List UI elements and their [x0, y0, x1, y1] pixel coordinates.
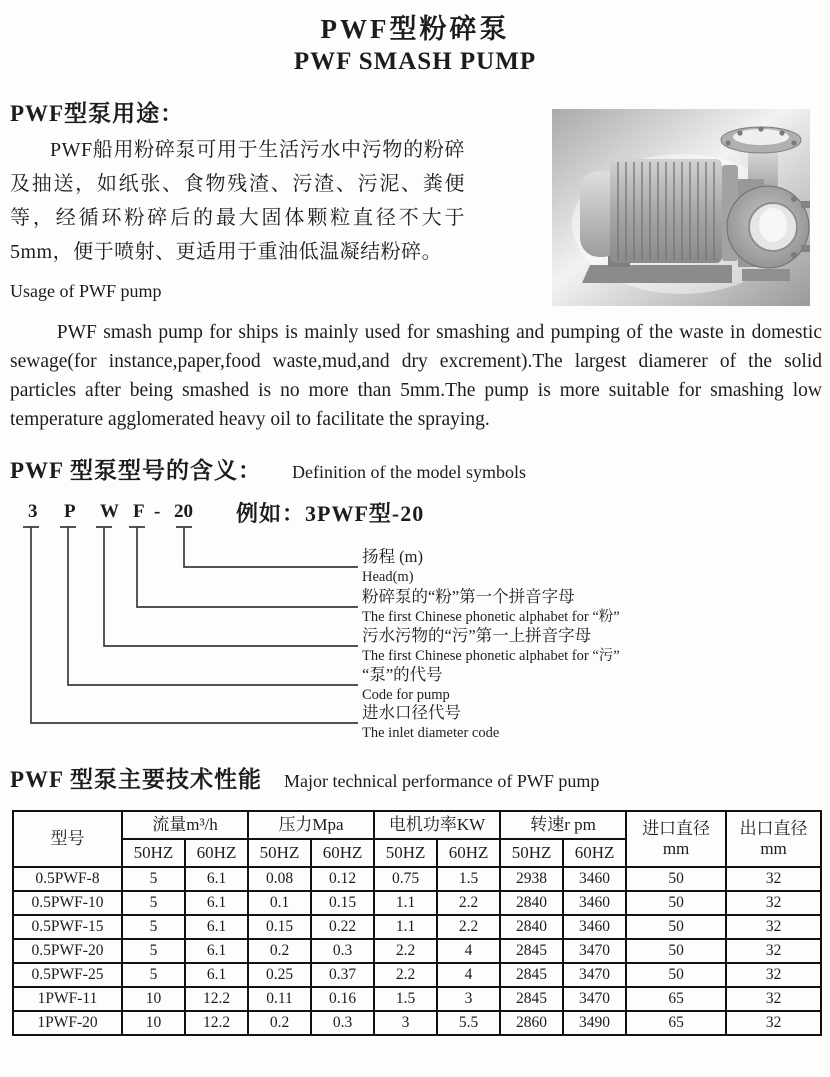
value-cell: 0.22 — [311, 915, 374, 939]
value-cell: 32 — [726, 891, 821, 915]
value-cell: 2.2 — [437, 891, 500, 915]
col-group-flow: 流量m³/h — [122, 811, 248, 839]
code-char-inlet: 3 — [28, 501, 38, 522]
value-cell: 2845 — [500, 939, 563, 963]
code-char-head: 20 — [174, 501, 193, 522]
subheader-power-50hz: 50HZ — [374, 839, 437, 867]
value-cell: 0.25 — [248, 963, 311, 987]
subheader-pressure-50hz: 50HZ — [248, 839, 311, 867]
usage-heading-en: Usage of PWF pump — [10, 281, 162, 301]
value-cell: 4 — [437, 963, 500, 987]
value-cell: 2.2 — [437, 915, 500, 939]
diagram-label-inlet-zh: 进水口径代号 — [362, 703, 461, 722]
value-cell: 50 — [626, 867, 726, 891]
value-cell: 1.1 — [374, 891, 437, 915]
value-cell: 0.12 — [311, 867, 374, 891]
table-header-row-1 — [13, 811, 821, 839]
diagram-label-head-zh: 扬程 (m) — [362, 547, 423, 566]
value-cell: 10 — [122, 987, 185, 1011]
model-cell: 0.5PWF-10 — [13, 891, 122, 915]
model-cell: 1PWF-11 — [13, 987, 122, 1011]
value-cell: 3470 — [563, 963, 626, 987]
value-cell: 1.5 — [374, 987, 437, 1011]
diagram-label-wu-zh: 污水污物的“污”第一上拼音字母 — [362, 626, 592, 645]
col-header-outlet — [726, 811, 821, 867]
value-cell: 3460 — [563, 915, 626, 939]
code-char-w: W — [100, 501, 119, 522]
value-cell: 32 — [726, 987, 821, 1011]
table-row — [13, 867, 821, 891]
value-cell: 2938 — [500, 867, 563, 891]
value-cell: 2845 — [500, 987, 563, 1011]
value-cell: 0.37 — [311, 963, 374, 987]
value-cell: 32 — [726, 867, 821, 891]
value-cell: 2845 — [500, 963, 563, 987]
value-cell: 6.1 — [185, 867, 248, 891]
value-cell: 50 — [626, 939, 726, 963]
diagram-label-head-en: Head(m) — [362, 569, 414, 585]
value-cell: 32 — [726, 1011, 821, 1035]
model-example: 例如：3PWF型-20 — [236, 501, 425, 526]
diagram-label-pump-zh: “泵”的代号 — [362, 665, 443, 684]
value-cell: 5 — [122, 939, 185, 963]
value-cell: 0.1 — [248, 891, 311, 915]
subheader-flow-60hz: 60HZ — [185, 839, 248, 867]
model-code-diagram — [14, 501, 824, 751]
value-cell: 50 — [626, 891, 726, 915]
pump-photo — [552, 109, 810, 306]
value-cell: 0.3 — [311, 1011, 374, 1035]
table-row — [13, 987, 821, 1011]
value-cell: 0.15 — [311, 891, 374, 915]
diagram-label-fen-zh: 粉碎泵的“粉”第一个拼音字母 — [362, 587, 575, 606]
performance-heading-zh: PWF 型泵主要技术性能 — [10, 767, 262, 792]
value-cell: 3470 — [563, 939, 626, 963]
pump-photo-illustration — [552, 109, 810, 306]
value-cell: 6.1 — [185, 891, 248, 915]
value-cell: 3 — [437, 987, 500, 1011]
col-header-outlet-line2: mm — [760, 839, 787, 858]
code-char-p: P — [64, 501, 76, 522]
diagram-label-wu-en: The first Chinese phonetic alphabet for “污” — [362, 648, 620, 664]
value-cell: 32 — [726, 915, 821, 939]
diagram-label-inlet-en: The inlet diameter code — [362, 725, 500, 741]
value-cell: 5.5 — [437, 1011, 500, 1035]
value-cell: 32 — [726, 963, 821, 987]
col-header-inlet — [626, 811, 726, 867]
diagram-label-fen-en: The first Chinese phonetic alphabet for “粉” — [362, 609, 620, 625]
subheader-pressure-60hz: 60HZ — [311, 839, 374, 867]
value-cell: 2840 — [500, 891, 563, 915]
value-cell: 0.2 — [248, 1011, 311, 1035]
page-title-en: PWF SMASH PUMP — [293, 48, 537, 75]
value-cell: 2860 — [500, 1011, 563, 1035]
value-cell: 6.1 — [185, 963, 248, 987]
model-cell: 0.5PWF-8 — [13, 867, 122, 891]
value-cell: 3460 — [563, 891, 626, 915]
value-cell: 65 — [626, 987, 726, 1011]
model-cell: 1PWF-20 — [13, 1011, 122, 1035]
value-cell: 50 — [626, 963, 726, 987]
code-char-f: F — [133, 501, 145, 522]
value-cell: 1.1 — [374, 915, 437, 939]
value-cell: 10 — [122, 1011, 185, 1035]
usage-section — [10, 99, 820, 306]
performance-heading — [10, 761, 820, 794]
value-cell: 0.08 — [248, 867, 311, 891]
subheader-speed-60hz: 60HZ — [563, 839, 626, 867]
title-block — [10, 12, 820, 77]
table-row — [13, 963, 821, 987]
col-group-pressure: 压力Mpa — [248, 811, 374, 839]
model-definition-heading — [10, 452, 820, 485]
col-header-model: 型号 — [13, 811, 122, 867]
model-definition-heading-en: Definition of the model symbols — [292, 462, 526, 482]
value-cell: 1.5 — [437, 867, 500, 891]
table-row — [13, 1011, 821, 1035]
diagram-label-pump-en: Code for pump — [362, 687, 450, 703]
value-cell: 50 — [626, 915, 726, 939]
usage-paragraph-en: PWF smash pump for ships is mainly used for smashing and pumping of the waste in domestic sewage(for instance,paper,food waste,mud,and dry excrement).The largest diamerer of the solid particles after being smashed is no more than 5mm.The pump is more suitable for smashing low temperature agglomerated heavy oil to facilitate the spraying. — [10, 322, 822, 430]
value-cell: 2.2 — [374, 963, 437, 987]
model-cell: 0.5PWF-20 — [13, 939, 122, 963]
code-char-dash: - — [154, 501, 161, 522]
value-cell: 4 — [437, 939, 500, 963]
table-row — [13, 939, 821, 963]
value-cell: 3 — [374, 1011, 437, 1035]
value-cell: 12.2 — [185, 987, 248, 1011]
table-row — [13, 915, 821, 939]
value-cell: 12.2 — [185, 1011, 248, 1035]
value-cell: 5 — [122, 963, 185, 987]
col-group-speed: 转速r pm — [500, 811, 626, 839]
col-header-inlet-line2: mm — [662, 839, 690, 858]
subheader-flow-50hz: 50HZ — [122, 839, 185, 867]
value-cell: 5 — [122, 891, 185, 915]
value-cell: 6.1 — [185, 939, 248, 963]
value-cell: 6.1 — [185, 915, 248, 939]
value-cell: 5 — [122, 915, 185, 939]
value-cell: 5 — [122, 867, 185, 891]
value-cell: 0.11 — [248, 987, 311, 1011]
value-cell: 0.15 — [248, 915, 311, 939]
value-cell: 0.2 — [248, 939, 311, 963]
value-cell: 0.3 — [311, 939, 374, 963]
subheader-speed-50hz: 50HZ — [500, 839, 563, 867]
col-header-inlet-line1: 进口直径 — [642, 819, 711, 838]
value-cell: 0.75 — [374, 867, 437, 891]
value-cell: 32 — [726, 939, 821, 963]
model-cell: 0.5PWF-15 — [13, 915, 122, 939]
usage-heading-zh: PWF型泵用途： — [10, 101, 185, 126]
col-group-power: 电机功率KW — [374, 811, 500, 839]
table-row — [13, 891, 821, 915]
performance-heading-en: Major technical performance of PWF pump — [284, 771, 600, 791]
usage-text-column — [10, 99, 550, 303]
value-cell: 2840 — [500, 915, 563, 939]
model-cell: 0.5PWF-25 — [13, 963, 122, 987]
subheader-power-60hz: 60HZ — [437, 839, 500, 867]
page-title-zh: PWF型粉碎泵 — [320, 14, 510, 44]
value-cell: 3470 — [563, 987, 626, 1011]
spec-table — [12, 810, 822, 1036]
value-cell: 3460 — [563, 867, 626, 891]
usage-paragraph-zh: PWF船用粉碎泵可用于生活污水中污物的粉碎及抽送，如纸张、食物残渣、污渣、污泥、粪便等，经循环粉碎后的最大固体颗粒直径不大于5mm，便于喷射、更适用于重油低温凝结粉碎。 — [10, 139, 465, 263]
col-header-outlet-line1: 出口直径 — [739, 819, 808, 838]
value-cell: 3490 — [563, 1011, 626, 1035]
value-cell: 2.2 — [374, 939, 437, 963]
model-definition-heading-zh: PWF 型泵型号的含义： — [10, 458, 262, 483]
value-cell: 0.16 — [311, 987, 374, 1011]
value-cell: 65 — [626, 1011, 726, 1035]
